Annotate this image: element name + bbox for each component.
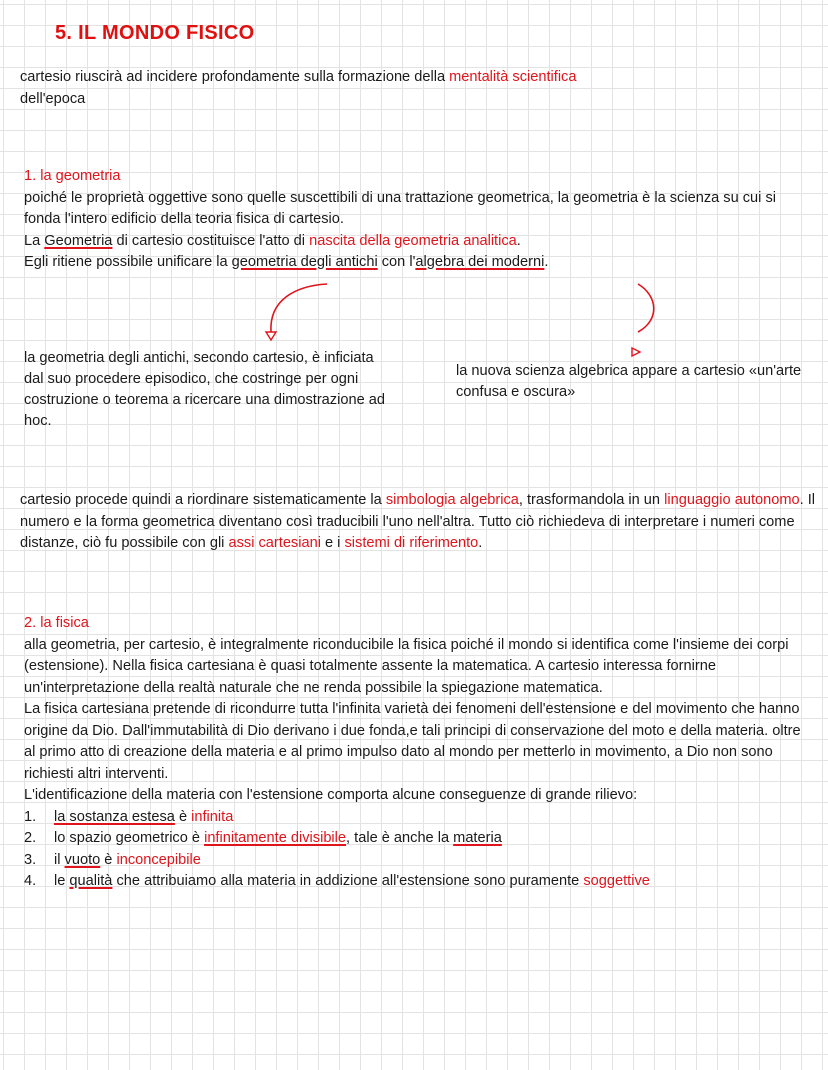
fisica-paragraph-1: alla geometria, per cartesio, è integralmente riconducibile la fisica poiché il mondo si identifica come l'insieme dei corpi (estensione). Nella fisica cartesiana è quasi totalmente assente la matematica. A cartesio interessa fornirne un'interpretazione della realtà naturale che ne renda possibile la spiegazione matematica. xyxy=(24,636,789,696)
highlight-sistemi: sistemi di riferimento xyxy=(344,535,479,551)
title-number: 5. xyxy=(55,22,73,44)
column-scienza-algebrica: la nuova scienza algebrica appare a cartesio «un'arte confusa e oscura» xyxy=(456,363,802,400)
list-item: 2. lo spazio geometrico è infinitamente divisibile, tale è anche la materia xyxy=(24,830,502,846)
riordino-paragraph: cartesio procede quindi a riordinare sistematicamente la simbologia algebrica, trasformandola in un linguaggio autonomo. Il numero e la forma geometrica diventano così traducibili l'uno nell'altra. Tutto ciò richiedeva di interpretare i numeri come distanze, ciò fu possibile con gli assi cartesiani e i sistemi di riferimento. xyxy=(20,492,816,551)
intro-paragraph: cartesio riuscirà ad incidere profondamente sulla formazione della mentalità scientifica dell'epoca xyxy=(20,69,577,107)
geometria-paragraph-2: La Geometria di cartesio costituisce l'atto di nascita della geometria analitica. xyxy=(24,232,521,249)
consequences-list xyxy=(24,807,814,893)
list-item: 1. la sostanza estesa è infinita xyxy=(24,808,234,825)
page-title xyxy=(55,22,255,45)
section-geometria xyxy=(24,166,814,274)
section-heading-fisica: 2. la fisica xyxy=(24,615,89,631)
curved-arrow-left-icon xyxy=(255,280,335,350)
section-heading-geometria: 1. la geometria xyxy=(24,168,121,184)
geometria-paragraph-1: poiché le proprietà oggettive sono quelle suscettibili di una trattazione geometrica, la geometria è la scienza su cui si fonda l'intero edificio della teoria fisica di cartesio. xyxy=(24,189,777,227)
fisica-paragraph-2: La fisica cartesiana pretende di ricondurre tutta l'infinita varietà dei fenomeni dell'estensione e del movimento che hanno origine da Dio. Dall'immutabilità di Dio derivano i due fonda,e tali principi di conservazione del moto e della materia. oltre al primo atto di creazione della materia e al primo impulso dato al mondo per metterlo in movimento, a Dio non sono richiesti altri interventi. xyxy=(24,701,801,782)
column-geometria-antichi: la geometria degli antichi, secondo cartesio, è inficiata dal suo procedere episodico, che costringe per ogni costruzione o teorema a ricercare una dimostrazione ad hoc. xyxy=(24,350,385,429)
list-item: 4. le qualità che attribuiamo alla materia in addizione all'estensione sono puramente soggettive xyxy=(24,873,650,889)
list-item: 3. il vuoto è inconcepibile xyxy=(24,851,201,868)
curved-arrow-right-icon xyxy=(618,282,678,362)
highlight-mentalita: mentalità scientifica xyxy=(449,69,577,85)
geometria-paragraph-3: Egli ritiene possibile unificare la geometria degli antichi con l'algebra dei moderni. xyxy=(24,254,549,270)
highlight-simbologia: simbologia algebrica xyxy=(385,492,519,508)
highlight-linguaggio: linguaggio autonomo xyxy=(664,492,800,508)
highlight-assi: assi cartesiani xyxy=(228,535,321,551)
title-text: IL MONDO FISICO xyxy=(78,22,255,44)
section-fisica xyxy=(24,613,814,893)
fisica-paragraph-3: L'identificazione della materia con l'estensione comporta alcune conseguenze di grande rilievo: xyxy=(24,787,638,803)
